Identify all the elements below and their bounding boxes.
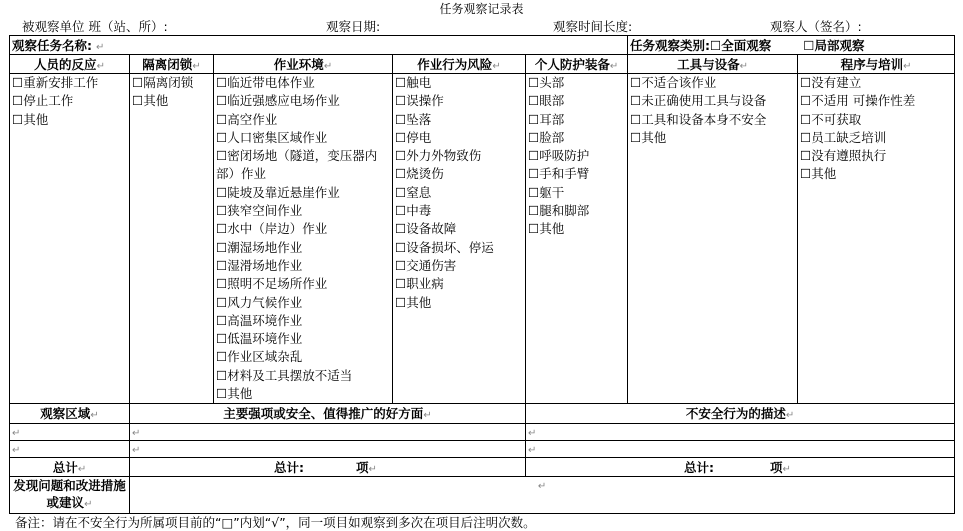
checklist-item[interactable]: ☐其他 — [12, 111, 49, 127]
checklist-item[interactable]: ☐不可获取 — [800, 111, 862, 127]
checklist-item[interactable]: ☐风力气候作业 — [216, 294, 303, 310]
procedure-training-list — [798, 74, 955, 404]
checklist-item[interactable]: ☐照明不足场所作业 — [216, 276, 328, 292]
tools-equipment-list — [628, 74, 798, 404]
checklist-item[interactable]: ☐中毒 — [395, 203, 432, 219]
checklist-item[interactable]: ☐坠落 — [395, 111, 432, 127]
partial-observation-checkbox[interactable]: ☐局部观察 — [803, 38, 865, 53]
header-isolation-lockout: 隔离闭锁↵ — [130, 55, 214, 74]
checklist-item[interactable]: ☐设备故障 — [395, 221, 457, 237]
checklist-item[interactable]: ☐狭窄空间作业 — [216, 203, 303, 219]
checklist-item[interactable]: ☐手和手臂 — [528, 166, 590, 182]
unsafe-behavior-entry-cell[interactable]: ↵ — [526, 441, 955, 458]
checklist-item[interactable]: ☐其他 — [630, 129, 667, 145]
checklist-item[interactable]: ☐没有遵照执行 — [800, 148, 887, 164]
task-name-cell[interactable]: 观察任务名称: ↵ — [10, 36, 628, 55]
checklist-item[interactable]: ☐密闭场地（隧道，变压器内部）作业 — [216, 148, 378, 182]
checklist-item[interactable]: ☐窒息 — [395, 184, 432, 200]
observation-duration-label: 观察时间长度: — [553, 19, 633, 34]
task-category-cell — [628, 36, 955, 55]
checklist-item[interactable]: ☐其他 — [528, 221, 565, 237]
checklist-item[interactable]: ☐工具和设备本身不安全 — [630, 111, 767, 127]
checklist-item[interactable]: ☐作业区域杂乱 — [216, 349, 303, 365]
checklist-item[interactable]: ☐其他 — [800, 166, 837, 182]
checklist-item[interactable]: ☐眼部 — [528, 93, 565, 109]
checklist-item[interactable]: ☐外力外物致伤 — [395, 148, 482, 164]
checklist-item[interactable]: ☐没有建立 — [800, 75, 862, 90]
checklist-item[interactable]: ☐材料及工具摆放不适当 — [216, 367, 353, 383]
entry-row — [10, 441, 955, 458]
checklist-item[interactable]: ☐触电 — [395, 75, 432, 90]
checklist-item[interactable]: ☐临近带电体作业 — [216, 75, 315, 90]
checklist-row — [10, 74, 955, 404]
task-category-label: 任务观察类别: — [630, 38, 711, 53]
observed-unit-label: 被观察单位 班（站、所）: — [22, 19, 168, 34]
task-name-row — [10, 36, 955, 55]
checklist-item[interactable]: ☐腿和脚部 — [528, 203, 590, 219]
column-header-row — [10, 55, 955, 74]
area-entry-cell[interactable]: ↵ — [10, 424, 130, 441]
checklist-item[interactable]: ☐湿滑场地作业 — [216, 257, 303, 273]
entry-row — [10, 424, 955, 441]
checklist-item[interactable]: ☐呼吸防护 — [528, 148, 590, 164]
observer-signature-label: 观察人（签名）: — [770, 19, 862, 34]
checklist-item[interactable]: ☐头部 — [528, 75, 565, 90]
behavior-risk-list — [393, 74, 526, 404]
checklist-item[interactable]: ☐职业病 — [395, 276, 444, 292]
checklist-item[interactable]: ☐高空作业 — [216, 111, 278, 127]
observation-form-table — [9, 35, 955, 514]
checklist-item[interactable]: ☐躯干 — [528, 184, 565, 200]
header-procedure-training: 程序与培训↵ — [798, 55, 955, 74]
checklist-item[interactable]: ☐脸部 — [528, 129, 565, 145]
header-personnel-response: 人员的反应↵ — [10, 55, 130, 74]
section-header-row — [10, 404, 955, 424]
checklist-item[interactable]: ☐交通伤害 — [395, 257, 457, 273]
checklist-item[interactable]: ☐人口密集区域作业 — [216, 129, 328, 145]
task-name-label: 观察任务名称: — [12, 38, 92, 53]
good-practice-total[interactable]: 总计: 项↵ — [130, 458, 526, 477]
observation-date-label: 观察日期: — [326, 19, 381, 34]
good-practice-entry-cell[interactable]: ↵ — [130, 424, 526, 441]
checklist-item[interactable]: ☐低温环境作业 — [216, 331, 303, 347]
findings-entry-cell[interactable]: ↵ — [130, 477, 955, 514]
area-entry-cell[interactable]: ↵ — [10, 441, 130, 458]
checklist-item[interactable]: ☐重新安排工作 — [12, 75, 99, 90]
checklist-item[interactable]: ☐临近强感应电场作业 — [216, 93, 340, 109]
work-environment-list — [214, 74, 393, 404]
totals-label: 总计↵ — [10, 458, 130, 477]
checklist-item[interactable]: ☐水中（岸边）作业 — [216, 221, 328, 237]
unsafe-behavior-total[interactable]: 总计: 项↵ — [526, 458, 955, 477]
checklist-item[interactable]: ☐其他 — [216, 386, 253, 402]
findings-row — [10, 477, 955, 514]
checklist-item[interactable]: ☐误操作 — [395, 93, 444, 109]
checklist-item[interactable]: ☐其他 — [132, 93, 169, 109]
checklist-item[interactable]: ☐未正确使用工具与设备 — [630, 93, 767, 109]
unsafe-behavior-entry-cell[interactable]: ↵ — [526, 424, 955, 441]
header-behavior-risk: 作业行为风险↵ — [393, 55, 526, 74]
good-practice-entry-cell[interactable]: ↵ — [130, 441, 526, 458]
footnote: 备注：请在不安全行为所属项目前的“□”内划“√”，同一项目如观察到多次在项目后注明次数。 — [15, 515, 536, 530]
header-tools-equipment: 工具与设备↵ — [628, 55, 798, 74]
observation-area-header: 观察区域↵ — [10, 404, 130, 424]
full-observation-checkbox[interactable]: ☐全面观察 — [710, 38, 772, 53]
checklist-item[interactable]: ☐高温环境作业 — [216, 312, 303, 328]
checklist-item[interactable]: ☐停电 — [395, 129, 432, 145]
document-title: 任务观察记录表 — [439, 2, 524, 16]
header-work-environment: 作业环境↵ — [214, 55, 393, 74]
checklist-item[interactable]: ☐耳部 — [528, 111, 565, 127]
checklist-item[interactable]: ☐潮湿场地作业 — [216, 239, 303, 255]
checklist-item[interactable]: ☐停止工作 — [12, 93, 74, 109]
checklist-item[interactable]: ☐隔离闭锁 — [132, 75, 194, 90]
isolation-lockout-list — [130, 74, 214, 404]
ppe-list — [526, 74, 628, 404]
checklist-item[interactable]: ☐其他 — [395, 294, 432, 310]
personnel-response-list — [10, 74, 130, 404]
good-practice-header: 主要强项或安全、值得推广的好方面↵ — [130, 404, 526, 424]
checklist-item[interactable]: ☐不适用 可操作性差 — [800, 93, 916, 109]
checklist-item[interactable]: ☐员工缺乏培训 — [800, 129, 887, 145]
checklist-item[interactable]: ☐设备损坏、停运 — [395, 239, 494, 255]
unsafe-behavior-header: 不安全行为的描述↵ — [526, 404, 955, 424]
checklist-item[interactable]: ☐不适合该作业 — [630, 75, 717, 90]
checklist-item[interactable]: ☐烧烫伤 — [395, 166, 444, 182]
findings-label: 发现问题和改进措施或建议↵ — [10, 477, 130, 514]
header-ppe: 个人防护装备↵ — [526, 55, 628, 74]
checklist-item[interactable]: ☐陡坡及靠近悬崖作业 — [216, 184, 340, 200]
totals-row — [10, 458, 955, 477]
